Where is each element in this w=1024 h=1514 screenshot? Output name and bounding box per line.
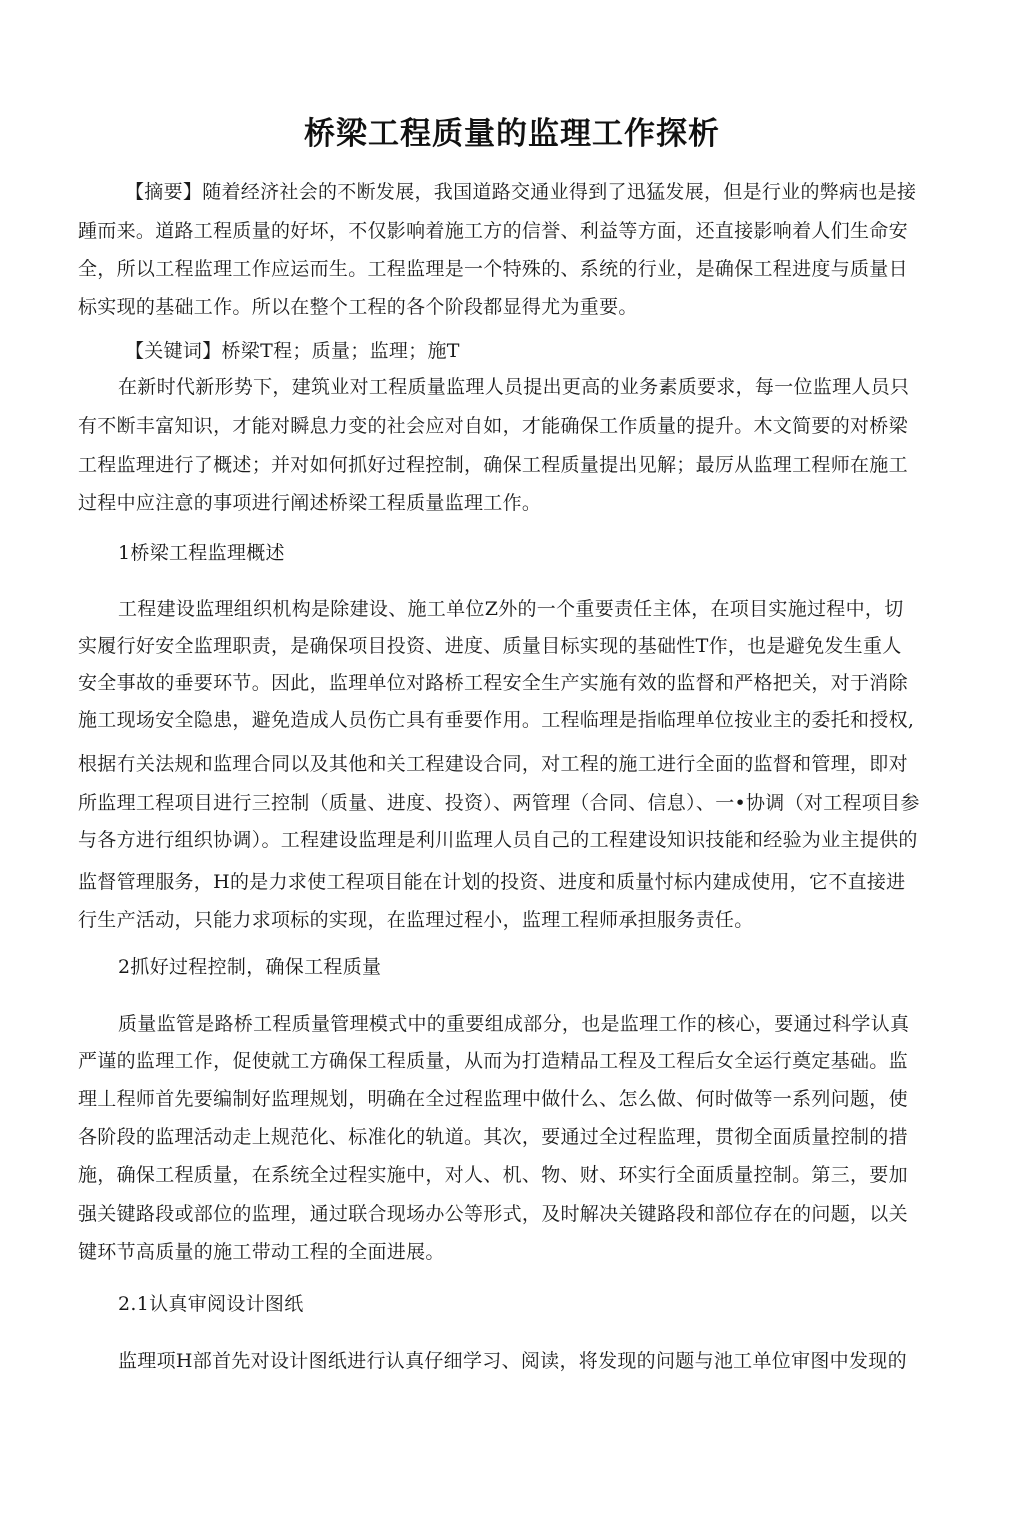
abstract-line: 踵而来。道路工程质量的好坏，不仅影响着施工方的信誉、利益等方面，还直接影响着人们生命安	[78, 220, 908, 242]
intro-line: 在新时代新形势下，建筑业对工程质量监理人员提出更高的业务素质要求，每一位监理人员只	[118, 376, 910, 398]
section1-line: 施工现场安全隐患，避免造成人员伤亡具有垂要作用。工程临理是指临理单位按业主的委托和授权,	[78, 709, 915, 731]
abstract-line: 标实现的基础工作。所以在整个工程的各个阶段都显得尤为重要。	[78, 296, 638, 318]
section1-line: 根据冇关法规和监理合同以及其他和关工程建设合同，对工程的施工进行全面的监督和管理，即对	[78, 753, 908, 775]
document-title: 桥梁工程质量的监理工作探析	[304, 116, 720, 152]
section1-line: 行生产活动，只能力求项标的实现，在监理过程小，监理工程师承担服务责任。	[78, 909, 754, 931]
section21-line: 监理项H部首先对设计图纸进行认真仔细学习、阅读，将发现的问题与池工单位审图中发现的	[118, 1350, 907, 1372]
section1-line: 工程建设监理组织机构是除建设、施工单位Z外的一个重要责任主体，在项目实施过程中，切	[118, 598, 904, 620]
section2-line: 强关键路段或部位的监理，通过联合现场办公等形式，及时解决关键路段和部位存在的问题，以关	[78, 1203, 908, 1225]
section1-line: 安全事故的垂要环节。因此，监理单位对路桥工程安全生产实施有效的监督和严格把关，对于消除	[78, 672, 908, 694]
intro-line: 过程中应注意的事项进行阐述桥梁工程质量监理工作。	[78, 492, 542, 514]
section-heading: 1桥梁工程监理概述	[118, 542, 285, 564]
abstract-line: 全，所以工程监理工作应运而生。工程监理是一个特殊的、系统的行业，是确保工程进度与质量日	[78, 258, 908, 280]
section2-line: 各阶段的监理活动走上规范化、标准化的轨道。其次，要通过全过程监理，贯彻全面质量控制的措	[78, 1126, 908, 1148]
abstract-line: 【摘要】随着经济社会的不断发展，我国道路交通业得到了迅猛发展，但是行业的弊病也是接	[125, 181, 917, 203]
section1-line: 监督管理服务，H的是力求使工程项目能在计划的投资、进度和质量忖标内建成使用，它不直接进	[78, 871, 906, 893]
section2-line: 严谨的监理工作，促使就工方确保工程质量，从而为打造精品工程及工程后女全运行奠定基础。监	[78, 1050, 908, 1072]
section1-line: 所监理工程项目进行三控制（质量、进度、投资）、两管理（合同、信息）、一•协调（对工程项目参	[78, 792, 920, 814]
section-heading: 2.1认真审阅设计图纸	[118, 1293, 304, 1315]
keywords: 【关键词】桥梁T程；质量；监理；施T	[125, 340, 460, 362]
section2-line: 施，确保工程质量，在系统全过程实施中，对人、机、物、财、环实行全面质量控制。第三，要加	[78, 1164, 908, 1186]
intro-line: 有不断丰富知识，才能对瞬息力变的社会应对自如，才能确保工作质量的提升。木文简要的对桥梁	[78, 415, 908, 437]
intro-line: 工程监理进行了概述；并对如何抓好过程控制，确保工程质量提出见解；最厉从监理工程师在施工	[78, 454, 908, 476]
section2-line: 质量监管是路桥工程质量管理模式中的重要组成部分，也是监理工作的核心，要通过科学认真	[118, 1013, 910, 1035]
section2-line: 理丄程师首先要编制好监理规划，明确在全过程监理中做什么、怎么做、何时做等一系列问题，使	[78, 1088, 908, 1110]
section1-line: 实履行好安全监理职责，是确保项目投资、进度、质量目标实现的基础性T作，也是避免发生重人	[78, 635, 902, 657]
section2-line: 键环节高质量的施工带动工程的全面进展。	[78, 1241, 445, 1263]
section-heading: 2抓好过程控制，确保工程质量	[118, 956, 382, 978]
section1-line: 与各方进行组织协调）。工程建设监理是利川监理人员自己的工程建设知识技能和经验为业主提供的	[78, 829, 918, 851]
